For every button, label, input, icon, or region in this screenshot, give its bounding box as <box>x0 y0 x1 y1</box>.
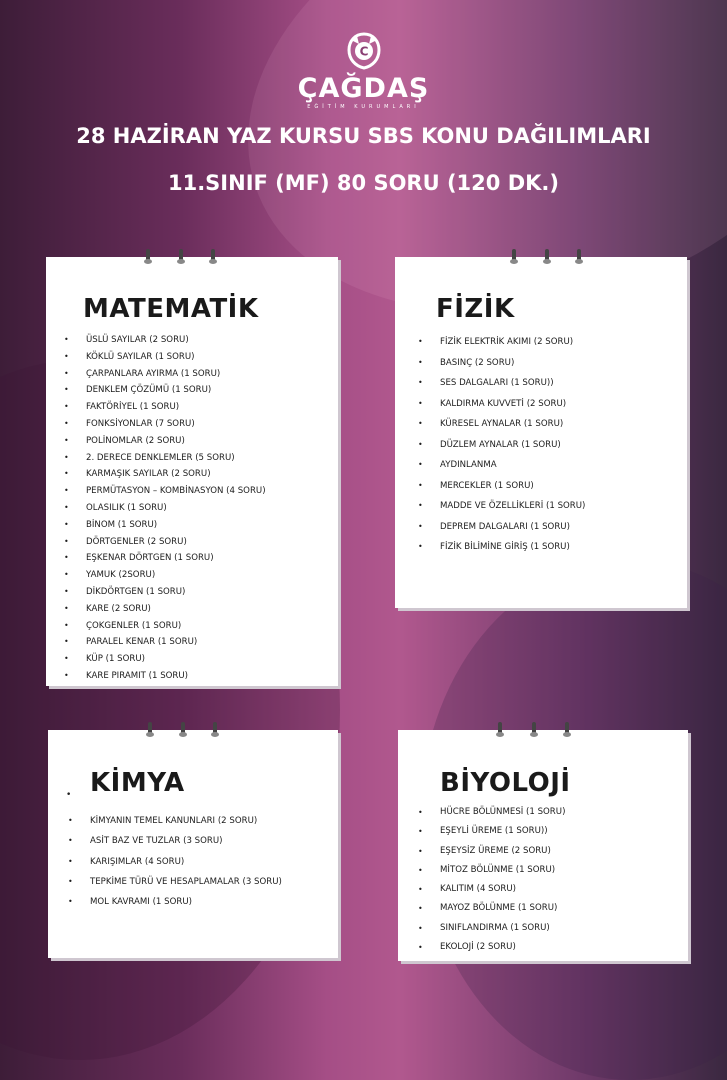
list-item: • BASINÇ (2 SORU) <box>440 353 585 374</box>
list-item: • SES DALGALARI (1 SORU)) <box>440 373 585 394</box>
fizik-title: FİZİK <box>436 294 515 324</box>
list-item: • PERMÜTASYON – KOMBİNASYON (4 SORU) <box>86 483 266 500</box>
list-item: • KARE (2 SORU) <box>86 601 266 618</box>
list-item: • EKOLOJİ (2 SORU) <box>440 938 565 957</box>
spiral-rings <box>398 722 688 742</box>
list-item: • KARMAŞIK SAYILAR (2 SORU) <box>86 466 266 483</box>
ring-icon <box>148 722 152 736</box>
list-item: • YAMUK (2SORU) <box>86 567 266 584</box>
page-title: 28 HAZİRAN YAZ KURSU SBS KONU DAĞILIMLARI <box>76 124 651 148</box>
matematik-list <box>86 332 266 685</box>
logo-icon <box>341 30 387 76</box>
list-item: • BİNOM (1 SORU) <box>86 517 266 534</box>
list-item: • EŞEYSİZ ÜREME (2 SORU) <box>440 842 565 861</box>
list-item: • ÇARPANLARA AYIRMA (1 SORU) <box>86 366 266 383</box>
list-item: • MERCEKLER (1 SORU) <box>440 476 585 497</box>
matematik-card <box>46 257 338 686</box>
brand-name: ÇAĞDAŞ <box>297 73 430 104</box>
ring-icon <box>532 722 536 736</box>
list-item: • SINIFLANDIRMA (1 SORU) <box>440 919 565 938</box>
list-item: • KÜP (1 SORU) <box>86 651 266 668</box>
ring-icon <box>211 249 215 263</box>
brand-subtitle: EĞİTİM KURUMLARI <box>307 104 420 110</box>
list-item: • PARALEL KENAR (1 SORU) <box>86 634 266 651</box>
list-item: • ASİT BAZ VE TUZLAR (3 SORU) <box>90 831 282 851</box>
spiral-rings <box>46 249 338 269</box>
kimya-list <box>90 811 282 912</box>
ring-icon <box>213 722 217 736</box>
fizik-list <box>440 332 585 558</box>
list-item: • DİKDÖRTGEN (1 SORU) <box>86 584 266 601</box>
list-item: • KALITIM (4 SORU) <box>440 880 565 899</box>
list-item: • ÇOKGENLER (1 SORU) <box>86 618 266 635</box>
list-item: • POLİNOMLAR (2 SORU) <box>86 433 266 450</box>
kimya-card <box>48 730 338 958</box>
list-item: • KÖKLÜ SAYILAR (1 SORU) <box>86 349 266 366</box>
list-item: • FİZİK BİLİMİNE GİRİŞ (1 SORU) <box>440 537 585 558</box>
biyoloji-list <box>440 803 565 957</box>
list-item: • KARE PIRAMIT (1 SORU) <box>86 668 266 685</box>
list-item: • DENKLEM ÇÖZÜMÜ (1 SORU) <box>86 382 266 399</box>
ring-icon <box>565 722 569 736</box>
list-item: • DÖRTGENLER (2 SORU) <box>86 534 266 551</box>
list-item: • MİTOZ BÖLÜNME (1 SORU) <box>440 861 565 880</box>
list-item: • KARIŞIMLAR (4 SORU) <box>90 852 282 872</box>
ring-icon <box>179 249 183 263</box>
biyoloji-card <box>398 730 688 961</box>
list-item: • FİZİK ELEKTRİK AKIMI (2 SORU) <box>440 332 585 353</box>
fizik-card <box>395 257 687 608</box>
list-item: • EŞEYLİ ÜREME (1 SORU)) <box>440 822 565 841</box>
list-item: • MADDE VE ÖZELLİKLERİ (1 SORU) <box>440 496 585 517</box>
spiral-rings <box>395 249 687 269</box>
page-subtitle: 11.SINIF (MF) 80 SORU (120 DK.) <box>167 171 559 195</box>
list-item: • AYDINLANMA <box>440 455 585 476</box>
list-item: • OLASILIK (1 SORU) <box>86 500 266 517</box>
ring-icon <box>146 249 150 263</box>
list-item: • ÜSLÜ SAYILAR (2 SORU) <box>86 332 266 349</box>
list-item: • DEPREM DALGALARI (1 SORU) <box>440 517 585 538</box>
spiral-rings <box>48 722 338 742</box>
brand-logo <box>0 30 727 110</box>
ring-icon <box>512 249 516 263</box>
ring-icon <box>545 249 549 263</box>
list-item: • KÜRESEL AYNALAR (1 SORU) <box>440 414 585 435</box>
list-item: • FONKSİYONLAR (7 SORU) <box>86 416 266 433</box>
ring-icon <box>181 722 185 736</box>
list-item: • TEPKİME TÜRÜ VE HESAPLAMALAR (3 SORU) <box>90 872 282 892</box>
biyoloji-title: BİYOLOJİ <box>440 768 571 798</box>
list-item: • MOL KAVRAMI (1 SORU) <box>90 892 282 912</box>
matematik-title: MATEMATİK <box>83 294 259 324</box>
ring-icon <box>498 722 502 736</box>
list-item: • KALDIRMA KUVVETİ (2 SORU) <box>440 394 585 415</box>
logo-letter: C <box>359 44 368 59</box>
bullet-mark: • <box>66 790 72 800</box>
list-item: • HÜCRE BÖLÜNMESİ (1 SORU) <box>440 803 565 822</box>
list-item: • DÜZLEM AYNALAR (1 SORU) <box>440 435 585 456</box>
list-item: • EŞKENAR DÖRTGEN (1 SORU) <box>86 550 266 567</box>
list-item: • 2. DERECE DENKLEMLER (5 SORU) <box>86 450 266 467</box>
ring-icon <box>577 249 581 263</box>
kimya-title: KİMYA <box>90 768 185 798</box>
list-item: • FAKTÖRİYEL (1 SORU) <box>86 399 266 416</box>
list-item: • MAYOZ BÖLÜNME (1 SORU) <box>440 899 565 918</box>
list-item: • KİMYANIN TEMEL KANUNLARI (2 SORU) <box>90 811 282 831</box>
